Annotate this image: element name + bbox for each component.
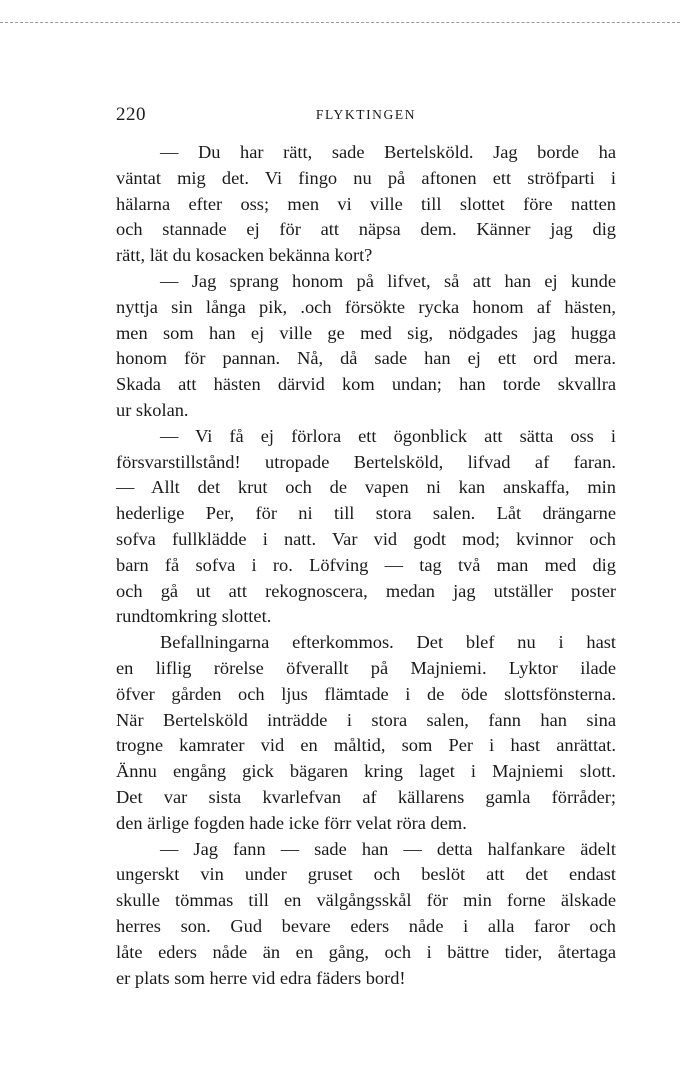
- text-line: låte eders nåde än en gång, och i bättre tider, återtaga: [116, 941, 616, 962]
- text-line: och stannade ej för att näpsa dem. Känner jag dig: [116, 219, 616, 240]
- running-title: FLYKTINGEN: [315, 107, 417, 122]
- text-line: barn få sofva i ro. Löfving — tag två man med dig: [116, 554, 616, 575]
- page-number: 220: [116, 104, 146, 125]
- page-header: [116, 104, 616, 126]
- text-line: Det var sista kvarlefvan af källarens gamla förråder;: [116, 786, 616, 807]
- text-line: herres son. Gud bevare eders nåde i alla faror och: [116, 915, 616, 936]
- text-line: hälarna efter oss; men vi ville till slottet före natten: [116, 193, 616, 214]
- text-line: men som han ej ville ge med sig, nödgades jag hugga: [116, 322, 616, 343]
- text-line: ungerskt vin under gruset och beslöt att det endast: [116, 864, 616, 885]
- text-line: rätt, lät du kosacken bekänna kort?: [116, 245, 373, 266]
- text-line: och gå ut att rekognoscera, medan jag utställer poster: [116, 580, 616, 601]
- text-line: öfver gården och ljus flämtade i de öde slottsfönsterna.: [116, 683, 616, 704]
- text-line: — Allt det krut och de vapen ni kan anskaffa, min: [116, 477, 616, 498]
- text-line: honom för pannan. Nå, då sade han ej ett ord mera.: [116, 348, 616, 369]
- text-line: nyttja sin långa pik, .och försökte rycka honom af hästen,: [116, 296, 616, 317]
- text-line: — Jag fann — sade han — detta halfankare ädelt: [160, 838, 616, 859]
- text-line: — Vi få ej förlora ett ögonblick att sätta oss i: [160, 425, 616, 446]
- text-line: Skada att hästen därvid kom undan; han torde skvallra: [116, 374, 616, 395]
- text-line: en liflig rörelse öfverallt på Majniemi. Lyktor ilade: [116, 657, 616, 678]
- text-line: rundtomkring slottet.: [116, 606, 272, 627]
- text-line: försvarstillstånd! utropade Bertelsköld, lifvad af faran.: [116, 451, 616, 472]
- text-line: sofva fullklädde i natt. Var vid godt mod; kvinnor och: [116, 528, 616, 549]
- text-line: skulle tömmas till en välgångsskål för min forne älskade: [116, 890, 616, 911]
- top-scan-rule: [0, 22, 680, 23]
- text-line: trogne kamrater vid en måltid, som Per i hast anrättat.: [116, 735, 616, 756]
- text-line: er plats som herre vid edra fäders bord!: [116, 967, 406, 988]
- text-line: hederlige Per, för ni till stora salen. Låt drängarne: [116, 503, 616, 524]
- text-line: — Du har rätt, sade Bertelsköld. Jag borde ha: [160, 142, 616, 162]
- text-line: väntat mig det. Vi fingo nu på aftonen ett ströfparti i: [116, 167, 616, 188]
- text-line: När Bertelsköld inträdde i stora salen, fann han sina: [116, 709, 616, 730]
- text-line: Ännu engång gick bägaren kring laget i Majniemi slott.: [116, 761, 616, 782]
- body-text: [116, 140, 616, 991]
- text-line: — Jag sprang honom på lifvet, så att han ej kunde: [160, 270, 616, 291]
- text-line: ur skolan.: [116, 399, 189, 420]
- text-line: den ärlige fogden hade icke förr velat röra dem.: [116, 812, 467, 833]
- text-line: Befallningarna efterkommos. Det blef nu i hast: [160, 632, 616, 653]
